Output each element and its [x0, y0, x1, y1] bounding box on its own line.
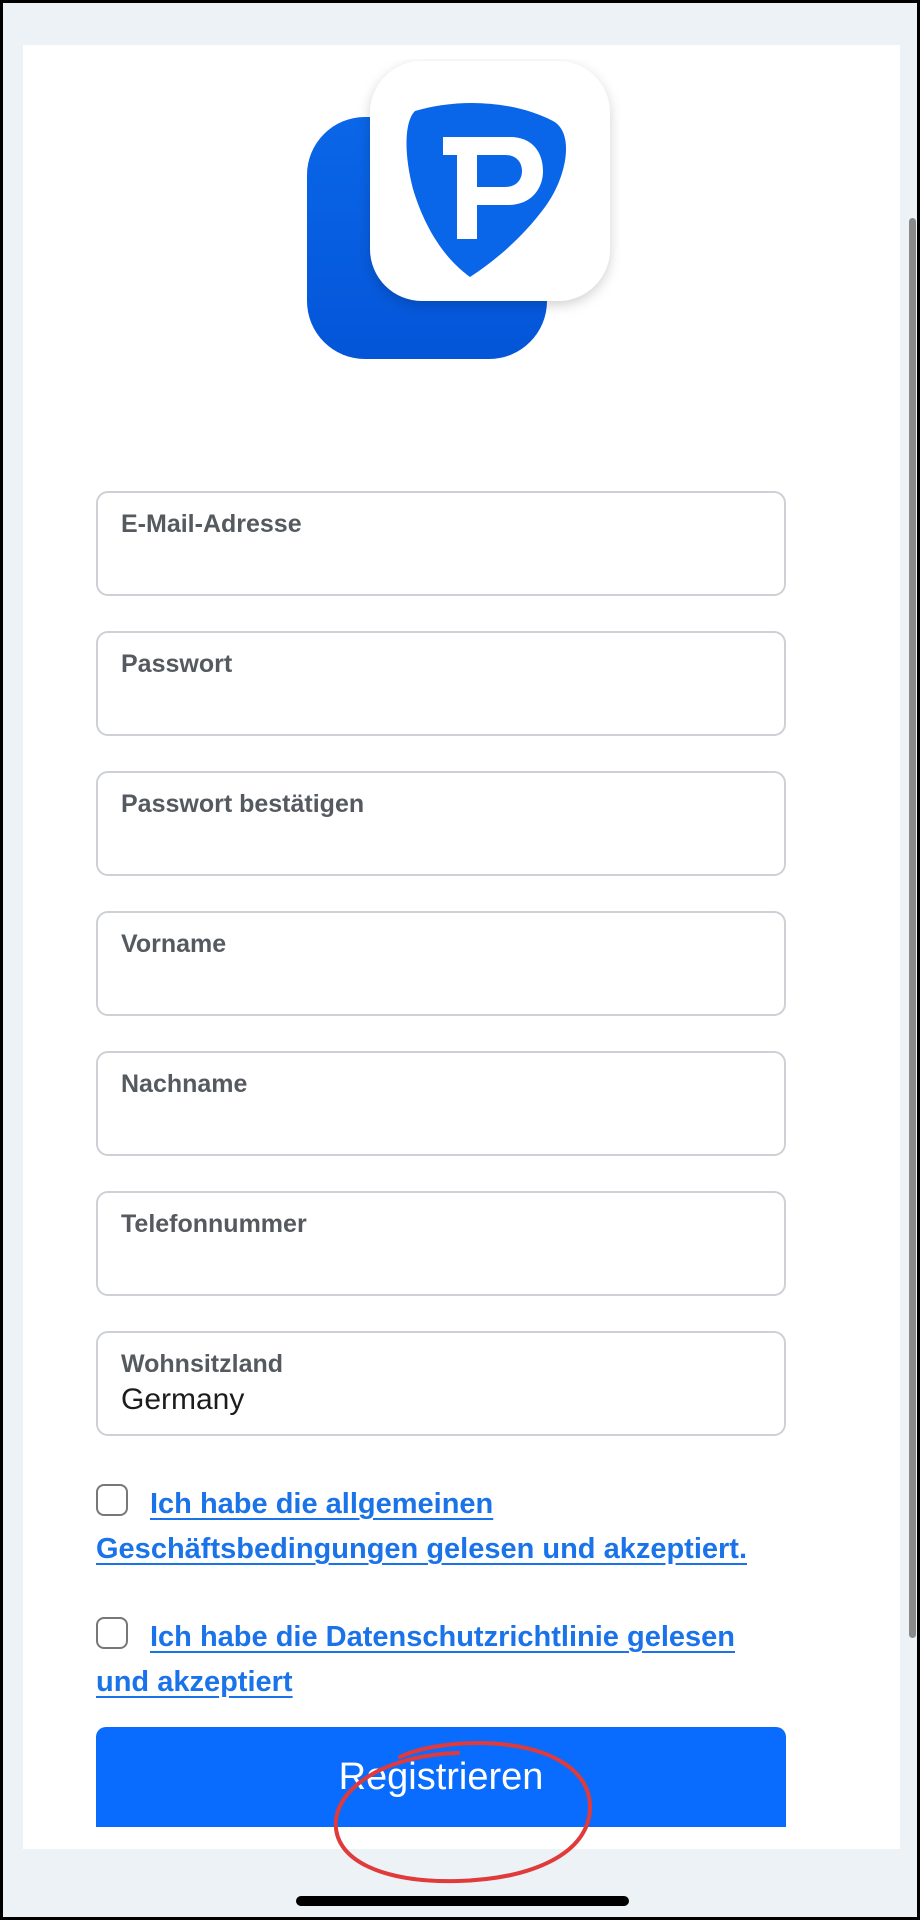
terms-link[interactable]: Ich habe die allgemeinen Geschäftsbedingungen gelesen und akzeptiert. — [96, 1488, 748, 1565]
first-name-label: Vorname — [121, 930, 227, 958]
first-name-field[interactable] — [96, 911, 786, 1016]
last-name-label: Nachname — [121, 1070, 248, 1098]
email-input[interactable] — [118, 541, 764, 583]
confirm-password-input[interactable] — [118, 821, 764, 863]
last-name-field[interactable] — [96, 1051, 786, 1156]
confirm-password-field[interactable] — [96, 771, 786, 876]
country-label: Wohnsitzland — [121, 1350, 284, 1378]
app-logo-icon — [305, 59, 620, 361]
country-select[interactable] — [96, 1331, 786, 1436]
phone-input[interactable] — [118, 1241, 764, 1283]
scrollbar[interactable] — [909, 218, 916, 1638]
confirm-password-label: Passwort bestätigen — [121, 790, 365, 818]
last-name-input[interactable] — [118, 1101, 764, 1143]
terms-checkbox[interactable] — [96, 1484, 128, 1516]
password-input[interactable] — [118, 681, 764, 723]
password-field[interactable] — [96, 631, 786, 736]
country-value[interactable]: Germany — [121, 1383, 245, 1416]
email-field[interactable] — [96, 491, 786, 596]
register-button[interactable]: Registrieren — [96, 1727, 786, 1827]
email-label: E-Mail-Adresse — [121, 510, 302, 538]
password-label: Passwort — [121, 650, 233, 678]
first-name-input[interactable] — [118, 961, 764, 1003]
home-indicator[interactable] — [296, 1896, 629, 1906]
terms-row — [96, 1482, 796, 1572]
privacy-checkbox[interactable] — [96, 1617, 128, 1649]
privacy-link[interactable]: Ich habe die Datenschutzrichtlinie gelesen und akzeptiert — [96, 1621, 735, 1698]
device-screen — [3, 3, 917, 1917]
privacy-row — [96, 1615, 796, 1705]
phone-field[interactable] — [96, 1191, 786, 1296]
phone-label: Telefonnummer — [121, 1210, 307, 1238]
